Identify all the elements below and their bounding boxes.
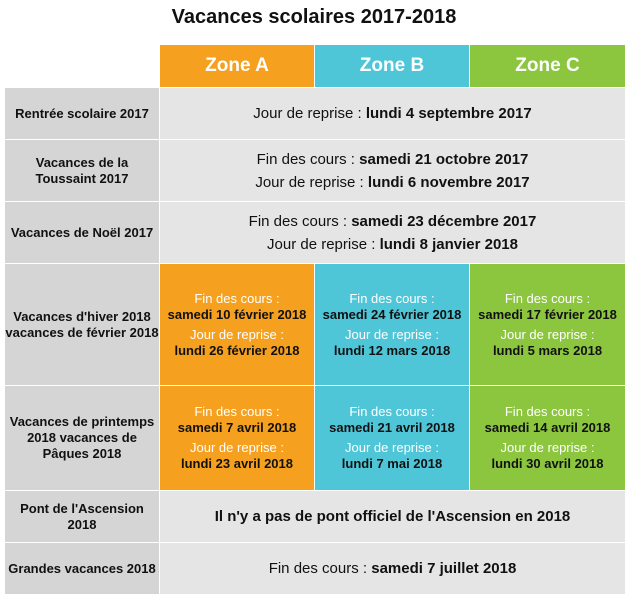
zone-c-header: Zone C <box>470 45 626 88</box>
zone-b-cell <box>315 264 470 386</box>
end-date: samedi 7 avril 2018 <box>177 420 297 435</box>
table-row <box>5 386 626 491</box>
table-row <box>5 543 626 595</box>
resume-date: lundi 8 janvier 2018 <box>379 235 518 253</box>
end-date: samedi 14 avril 2018 <box>484 420 611 435</box>
end-label: Fin des cours : <box>349 404 435 419</box>
zone-a-cell <box>160 386 315 491</box>
zone-b-header: Zone B <box>315 45 470 88</box>
resume-date: lundi 23 avril 2018 <box>180 456 293 471</box>
end-label: Fin des cours : <box>194 404 280 419</box>
resume-date: lundi 12 mars 2018 <box>333 342 451 358</box>
resume-date: lundi 7 mai 2018 <box>341 456 443 471</box>
corner-cell <box>5 45 160 88</box>
end-label: Fin des cours : <box>349 290 435 306</box>
end-date: samedi 23 décembre 2017 <box>351 212 537 230</box>
row-header: Rentrée scolaire 2017 <box>5 88 160 140</box>
end-label: Fin des cours : <box>194 290 280 306</box>
table-row <box>5 491 626 543</box>
zone-a-header: Zone A <box>160 45 315 88</box>
row-header: Vacances de la Toussaint 2017 <box>5 140 160 202</box>
end-date: samedi 7 juillet 2018 <box>371 560 517 577</box>
end-date: samedi 24 février 2018 <box>322 306 462 322</box>
end-date: samedi 10 février 2018 <box>167 306 307 322</box>
page-title: Vacances scolaires 2017-2018 <box>171 6 457 28</box>
all-zones-cell <box>160 543 626 595</box>
resume-date: lundi 26 février 2018 <box>174 342 300 358</box>
end-prefix: Fin des cours : <box>248 212 352 230</box>
school-holidays-table <box>4 44 626 595</box>
resume-date: lundi 5 mars 2018 <box>492 342 603 358</box>
table-row <box>5 140 626 202</box>
end-date: samedi 21 avril 2018 <box>329 420 455 435</box>
row-header: Grandes vacances 2018 <box>5 543 160 595</box>
resume-label: Jour de reprise : <box>500 440 595 455</box>
resume-date: lundi 30 avril 2018 <box>491 456 604 471</box>
zone-c-cell <box>470 264 626 386</box>
row-header: Pont de l'Ascension 2018 <box>5 491 160 543</box>
zone-a-cell <box>160 264 315 386</box>
all-zones-cell <box>160 202 626 264</box>
all-zones-cell <box>160 140 626 202</box>
table-row <box>5 202 626 264</box>
resume-prefix: Jour de reprise : <box>253 105 366 122</box>
resume-label: Jour de reprise : <box>345 326 439 342</box>
all-zones-cell <box>160 88 626 140</box>
resume-label: Jour de reprise : <box>190 326 284 342</box>
zone-header-row <box>5 45 626 88</box>
table-row <box>5 88 626 140</box>
zone-c-cell <box>470 386 626 491</box>
resume-prefix: Jour de reprise : <box>255 173 368 191</box>
zone-b-cell <box>315 386 470 491</box>
all-zones-cell: Il n'y a pas de pont officiel de l'Ascension en 2018 <box>160 491 626 543</box>
row-header: Vacances d'hiver 2018 vacances de février 2018 <box>5 264 160 386</box>
resume-label: Jour de reprise : <box>500 326 595 342</box>
end-date: samedi 21 octobre 2017 <box>359 150 529 168</box>
end-date: samedi 17 février 2018 <box>478 306 617 322</box>
resume-prefix: Jour de reprise : <box>267 235 380 253</box>
row-header: Vacances de printemps 2018 vacances de Pâques 2018 <box>5 386 160 491</box>
end-prefix: Fin des cours : <box>268 560 372 577</box>
end-label: Fin des cours : <box>504 404 591 419</box>
resume-label: Jour de reprise : <box>345 440 439 455</box>
end-prefix: Fin des cours : <box>256 150 360 168</box>
end-label: Fin des cours : <box>504 290 591 306</box>
resume-date: lundi 6 novembre 2017 <box>367 173 530 191</box>
resume-date: lundi 4 septembre 2017 <box>365 105 532 122</box>
row-header: Vacances de Noël 2017 <box>5 202 160 264</box>
table-row <box>5 264 626 386</box>
resume-label: Jour de reprise : <box>190 440 284 455</box>
